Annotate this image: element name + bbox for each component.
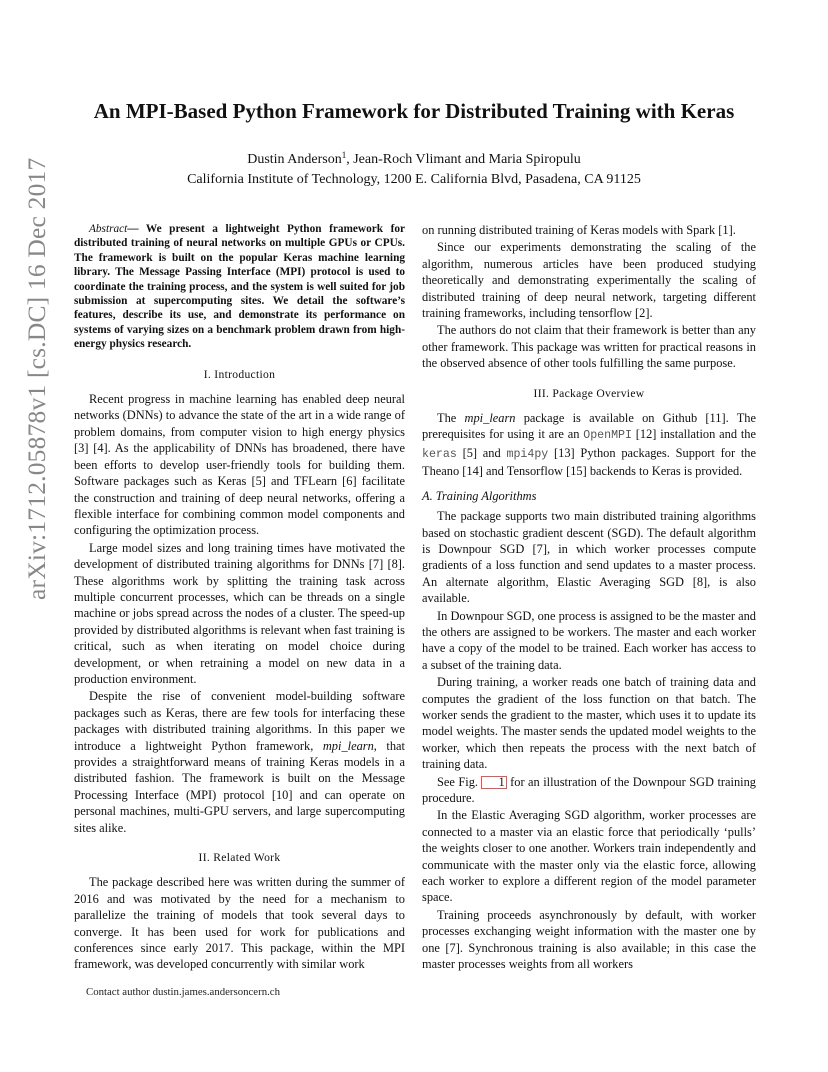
section-heading-related-work: II. Related Work [198,851,281,865]
author-names-rest: , Jean-Roch Vlimant and Maria Spiropulu [346,152,581,167]
footnote-contact: Contact author dustin.james.andersoncern.ch [86,986,280,998]
overview-text: package is available on Github [11]. The prerequisites for using it are an [422,411,756,442]
training-paragraph-6: Training proceeds asynchronously by default, with worker processes exchanging weight information with the master one by one [7]. Synchronous training is also available; in this case the master processes weights from all workers [422,907,756,972]
training-text: for an illustration of the Downpour SGD training procedure. [422,774,756,805]
abstract [74,222,405,352]
intro-p3-end: , that provides a straightforward means of training Keras models in a distributed fashion. The framework is built on the Message Processing Interface (MPI) protocol [10] and can operate on personal machines, multi-GPU servers, and large supercomputing sites alike. [74,738,405,835]
package-name: mpi_learn [322,738,374,753]
overview-text: The [437,411,465,426]
intro-paragraph-3 [74,688,405,836]
section-heading-introduction: I. Introduction [203,367,276,381]
training-paragraph-5: In the Elastic Averaging SGD algorithm, worker processes are connected to a master via an elastic force that periodically ‘pulls’ the weights closer to one another. Workers train independently and communicate with the master only via the elastic force, allowing each worker to explore a different region of the model parameter space. [422,808,756,905]
code-mpi4py: mpi4py [506,447,549,461]
overview-text: [12] installation and the [631,427,756,442]
subsection-heading-training-algorithms: A. Training Algorithms [422,488,537,503]
author-name-first: Dustin Anderson [247,152,342,167]
right-column [422,222,756,973]
author-block [0,150,828,190]
overview-paragraph-1 [422,410,756,480]
training-paragraph-4 [422,774,756,807]
abstract-text: — We present a lightweight Python framework for distributed training of neural networks on multiple GPUs or CPUs. The framework is built on the popular Keras machine learning library. The Message Passing Interface (MPI) protocol is used to coordinate the training process, and the system is well suited for job submission at supercomputing sites. We detail the software’s features, describe its use, and demonstrate its performance on systems of varying sizes on a benchmark problem drawn from high-energy physics research. [74,223,405,351]
arxiv-identifier: arXiv:1712.05878v1 [cs.DC] 16 Dec 2017 [22,157,51,600]
intro-p3-start: Despite the rise of convenient model-building software packages such as Keras, there are few tools for interfacing these packages with distributed training algorithms. In this paper we introduce a lightweight Python framework, [74,689,405,753]
author-affiliation: California Institute of Technology, 1200 E. California Blvd, Pasadena, CA 91125 [187,172,641,187]
intro-paragraph-1: Recent progress in machine learning has enabled deep neural networks (DNNs) to advance the state of the art in a wide range of problem domains, from computer vision to high energy physics [3] [4]. As the applicability of DNNs has broadened, there have been efforts to develop user-friendly tools for building them. Software packages such as Keras [5] and TFLearn [6] facilitate the construction and training of deep neural networks, offering a flexible interface for combining common model components and configuring the optimization process. [74,392,405,538]
code-keras: keras [422,447,457,461]
related-paragraph-3: The authors do not claim that their framework is better than any other framework. This package was written for practical reasons in the observed absence of other tools fulfilling the same purpose. [422,323,756,371]
author-footnote-mark: 1 [341,150,347,160]
abstract-label: Abstract [89,223,128,235]
intro-paragraph-2: Large model sizes and long training times have motivated the development of distributed training algorithms for DNNs [7] [8]. These algorithms work by splitting the training task across multiple concurrent processes, which can be threads on a single machine or jobs spread across the nodes of a cluster. The speed-up provided by distributed algorithms is relevant when fast training is critical, such as when iterating on model choice during development, or when retraining a model on new data in a production environment. [74,540,405,686]
related-paragraph-1-continued: on running distributed training of Keras models with Spark [1]. [422,223,736,237]
left-column [74,222,405,974]
paper-title: An MPI-Based Python Framework for Distributed Training with Keras [93,99,735,123]
training-paragraph-2: In Downpour SGD, one process is assigned to be the master and the others are assigned to be workers. The master and each worker have a copy of the model to be trained. Each worker has access to a subset of the training data. [422,608,756,672]
author-names [0,150,828,170]
figure-reference-link[interactable]: 1 [481,776,506,789]
code-openmpi: OpenMPI [583,429,632,443]
package-name: mpi_learn [464,411,516,426]
overview-text: [5] and [456,445,507,460]
related-paragraph-1: The package described here was written during the summer of 2016 and was motivated by the need for a mechanism to parallelize the training of models that took several days to converge. It has been used for work for publications and conferences since early 2017. This package, within the MPI framework, was developed concurrently with similar work [74,875,405,972]
section-heading-package-overview: III. Package Overview [533,386,645,400]
training-text: See Fig. [437,774,482,789]
training-paragraph-3: During training, a worker reads one batch of training data and computes the gradient of the loss function on that batch. The worker sends the gradient to the master, which uses it to update its model weights. The master sends the updated model weights to the worker, which then repeats the process with the next batch of training data. [422,675,756,772]
related-paragraph-2: Since our experiments demonstrating the scaling of the algorithm, numerous articles have been produced studying theoretically and demonstrating experimentally the scaling of distributed training of deep neural network, targeting different training frameworks, including tensorflow [2]. [422,240,756,321]
overview-text: [13] Python packages. Support for the Theano [14] and Tensorflow [15] backends to Keras is provided. [422,445,756,479]
training-paragraph-1: The package supports two main distributed training algorithms based on stochastic gradient descent (SGD). The default algorithm is Downpour SGD [7], in which worker processes compute gradients of a loss function and send updates to a master process. An alternate algorithm, Elastic Averaging SGD [8], is also available. [422,509,756,606]
